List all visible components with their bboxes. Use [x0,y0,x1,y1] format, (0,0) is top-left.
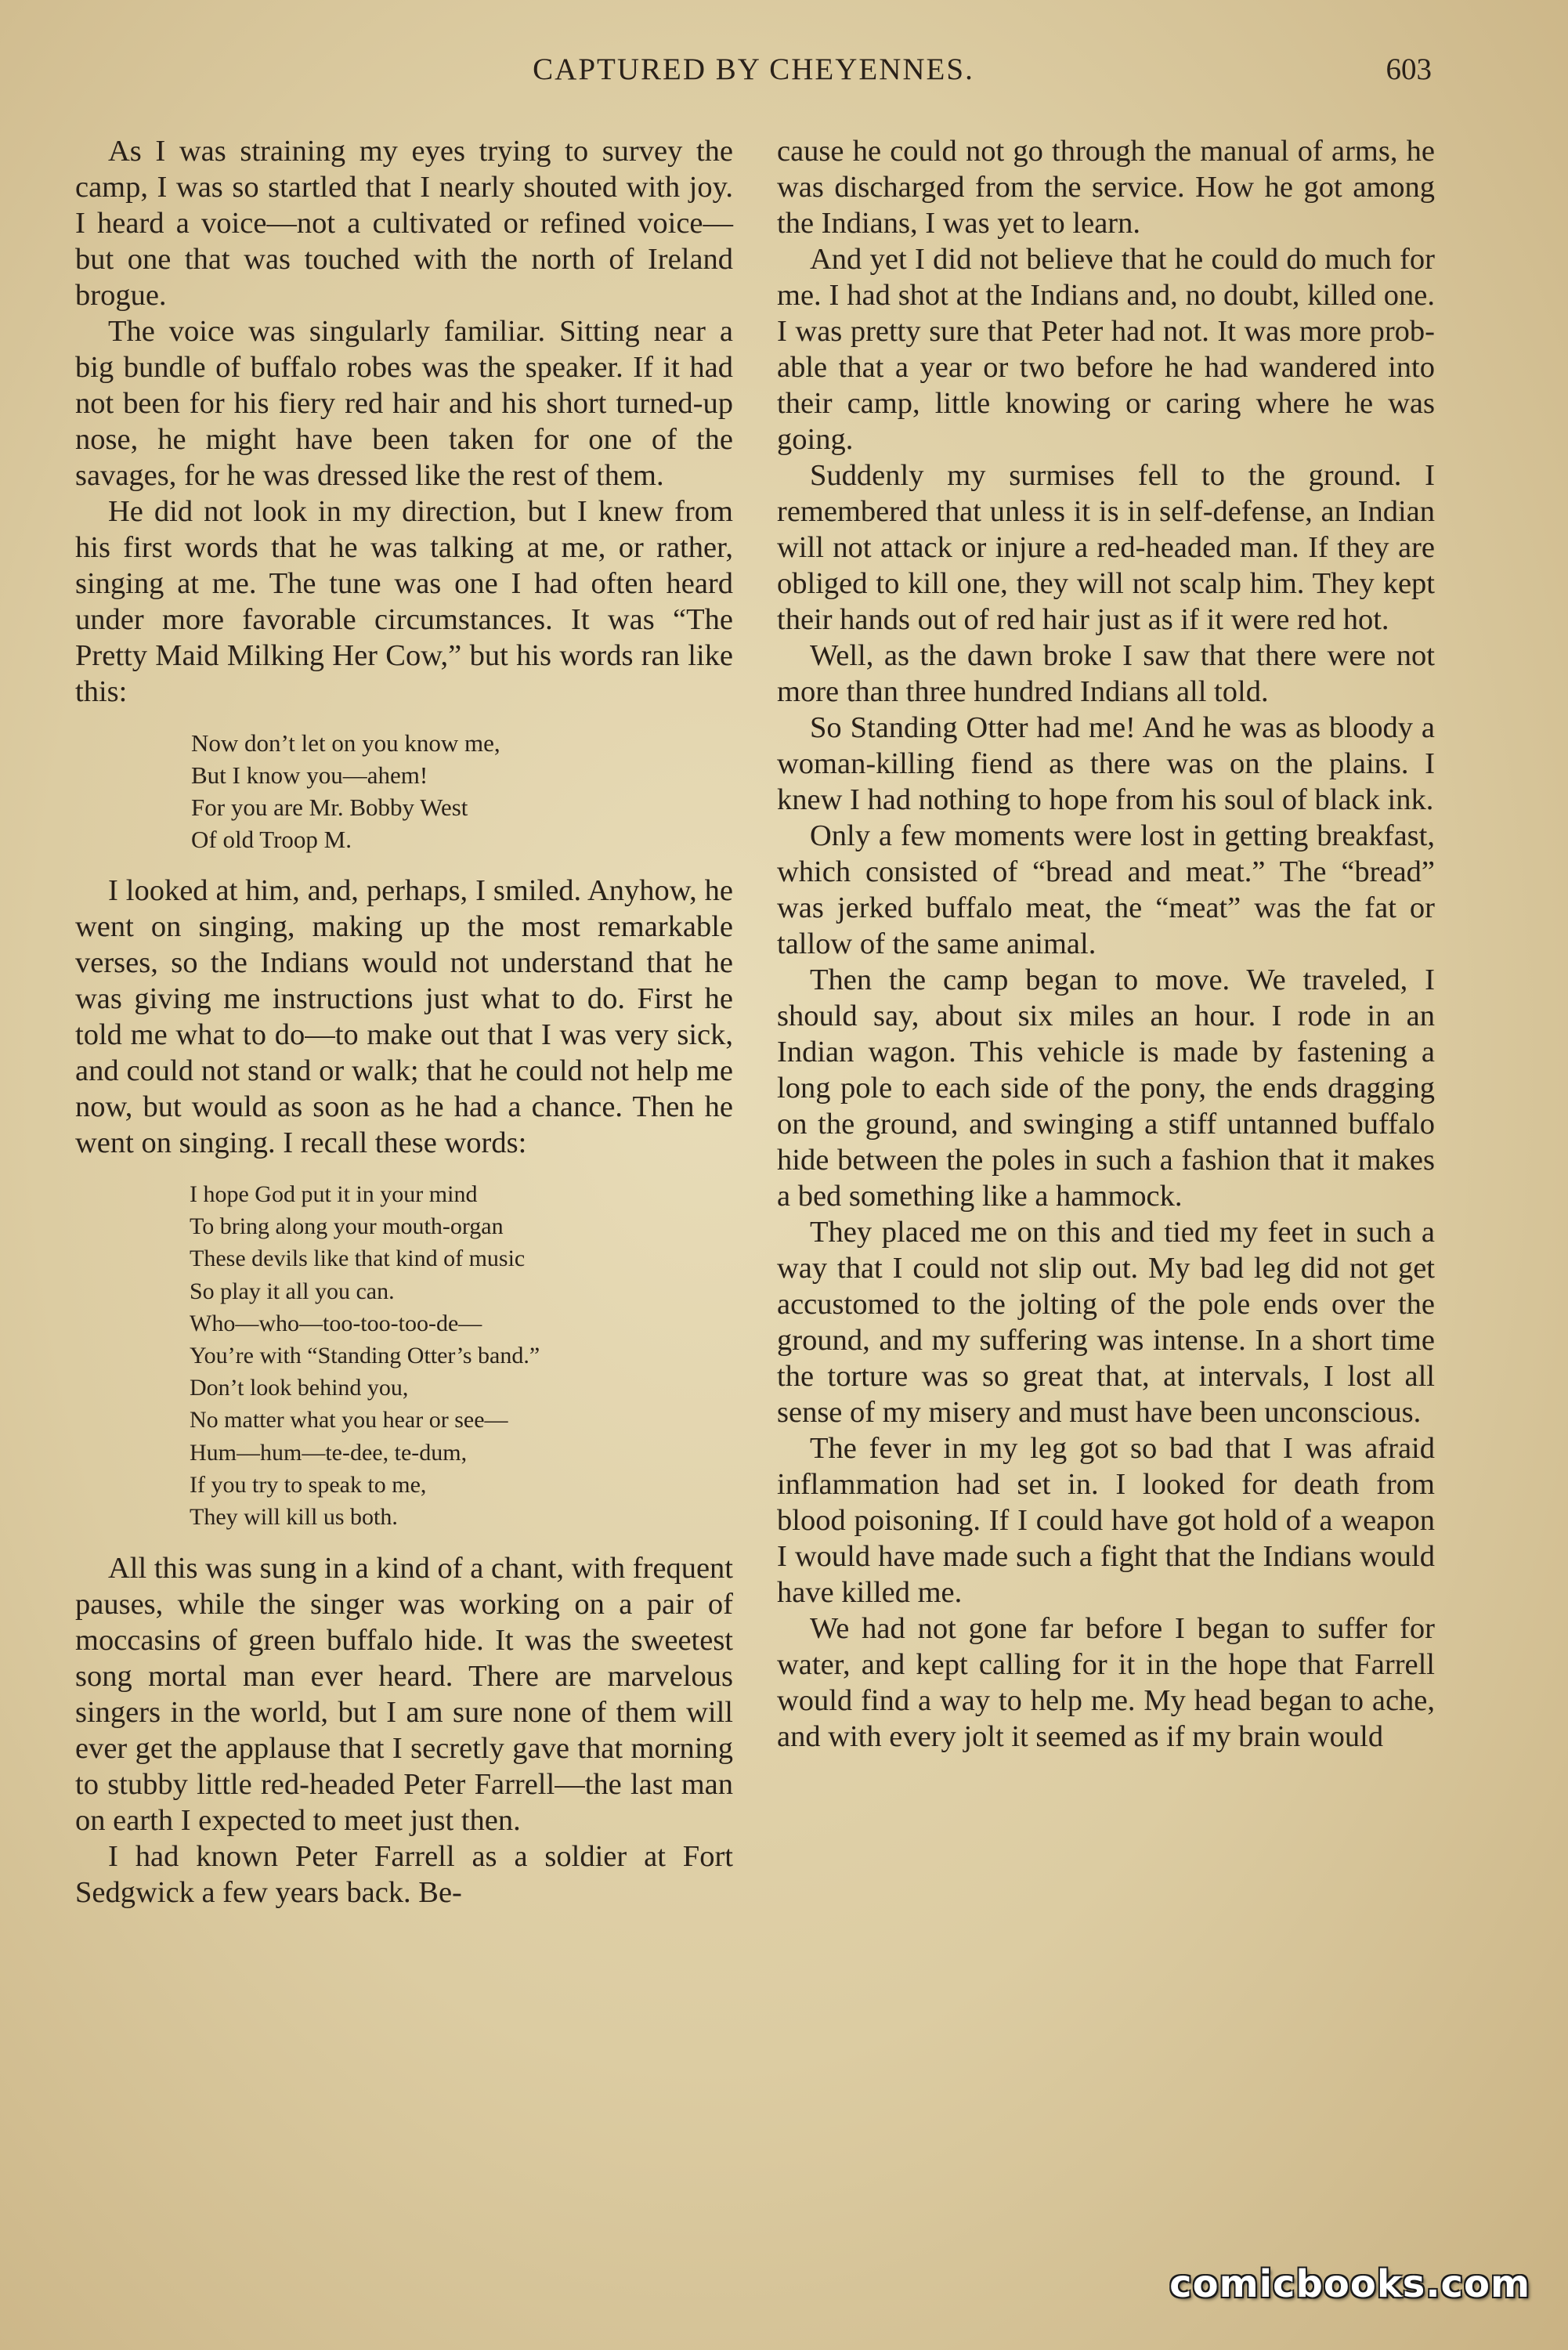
paragraph: And yet I did not believe that he could do much for me. I had shot at the Indians and, no doubt, killed one. I was pretty sure that Peter had not. It was more probable that a year or two before he had wandered into their camp, little knowing or caring where he was going. [777,243,1435,456]
left-column [75,133,733,1911]
running-title: CAPTURED BY CHEYENNES. [533,52,974,86]
verse-line: So play it all you can. [190,1278,395,1304]
paragraph: Only a few moments were lost in getting breakfast, which consisted of “bread and meat.” The “bread” was jerked buffalo meat, the “meat” was the fat or tallow of the same animal. [777,819,1435,960]
paragraph: So Standing Otter had me! And he was as bloody a woman-killing fiend as there was on the plains. I knew I had nothing to hope from his soul of black ink. [777,711,1435,816]
paragraph: They placed me on this and tied my feet in such a way that I could not slip out. My bad leg did not get accustomed to the jolting of the pole ends over the ground, and my suffering was intense. In a short time the torture was so great that, at intervals, I lost all sense of my misery and must have been unconscious. [777,1216,1435,1429]
verse-line: Don’t look behind you, [190,1375,409,1401]
verse-line: You’re with “Standing Otter’s band.” [190,1343,540,1369]
page-header [75,52,1432,99]
verse-line: Who—who—too-too-too-de— [190,1310,482,1336]
paragraph: Well, as the dawn broke I saw that there were not more than three hundred Indians all told. [777,639,1435,708]
paragraph: Then the camp began to move. We traveled, I should say, about six miles an hour. I rode in an Indian wagon. This vehicle is made by fastening a long pole to each side of the pony, the ends dragging on the ground, and swinging a stiff untanned buffalo hide between the poles in such a fashion that it makes a bed something like a hammock. [777,964,1435,1213]
paragraph: All this was sung in a kind of a chant, with frequent pauses, while the singer was working on a pair of moccasins of green buffalo hide. It was the sweetest song mortal man ever heard. There are marvelous singers in the world, but I am sure none of them will ever get the applause that I secretly gave that morning to stubby little red-headed Peter Farrell—the last man on earth I expected to meet just then. [75,1552,733,1838]
paragraph: Suddenly my surmises fell to the ground. I remembered that unless it is in self-defense, an Indian will not attack or injure a red-headed man. If they are obliged to kill one, they will not scalp him. They kept their hands out of red hair just as if it were red hot. [777,459,1435,636]
verse-line: Hum—hum—te-dee, te-dum, [190,1439,468,1466]
right-column [777,133,1435,1755]
page-number: 603 [1386,52,1432,86]
verse-line: No matter what you hear or see— [190,1407,508,1434]
verse-line: If you try to speak to me, [190,1471,427,1498]
verse-line: I hope God put it in your mind [190,1181,478,1207]
song-verse [191,727,733,855]
site-watermark: comicbooks.com [1169,2262,1530,2306]
verse-line: These devils like that kind of music [190,1246,526,1272]
paragraph: The fever in my leg got so bad that I was afraid inflammation had set in. I looked for death from blood poisoning. If I could have got hold of a weapon I would have made such a fight that the Indians would have killed me. [777,1432,1435,1609]
paragraph: We had not gone far before I began to suffer for water, and kept calling for it in the hope that Farrell would find a way to help me. My head began to ache, and with every jolt it seemed as if my brain would [777,1612,1435,1753]
paragraph: I looked at him, and, perhaps, I smiled. Anyhow, he went on singing, making up the most remarkable verses, so the Indians would not understand that he was giving me instructions just what to do. First he told me what to do—to make out that I was very sick, and could not stand or walk; that he could not help me now, but would as soon as he had a chance. Then he went on singing. I recall these words: [75,874,733,1159]
verse-line: For you are Mr. Bobby West [191,794,468,821]
verse-line: Now don’t let on you know me, [191,729,500,757]
verse-line: To bring along your mouth-organ [190,1213,504,1240]
paragraph: He did not look in my direction, but I knew from his first words that he was talking at me, or rather, singing at me. The tune was one I had often heard under more favorable circumstances. It was “The Pretty Maid Milking Her Cow,” but his words ran like this: [75,495,733,708]
verse-line: They will kill us both. [190,1504,398,1531]
paragraph: I had known Peter Farrell as a soldier at Fort Sedgwick a few years back. Be- [75,1840,733,1910]
paragraph: The voice was singularly familiar. Sitting near a big bundle of buffalo robes was the speaker. If it had not been for his fiery red hair and his short turned-up nose, he might have been taken for one of the savages, for he was dressed like the rest of them. [75,315,733,492]
paragraph: As I was straining my eyes trying to survey the camp, I was so startled that I nearly shouted with joy. I heard a voice—not a cultivated or refined voice—but one that was touched with the north of Ireland brogue. [75,135,733,312]
verse-line: But I know you—ahem! [191,761,428,789]
verse-line: Of old Troop M. [191,826,352,853]
paragraph-continued: cause he could not go through the manual of arms, he was discharged from the service. How he got among the Indians, I was yet to learn. [777,135,1435,240]
song-verse [190,1178,733,1533]
